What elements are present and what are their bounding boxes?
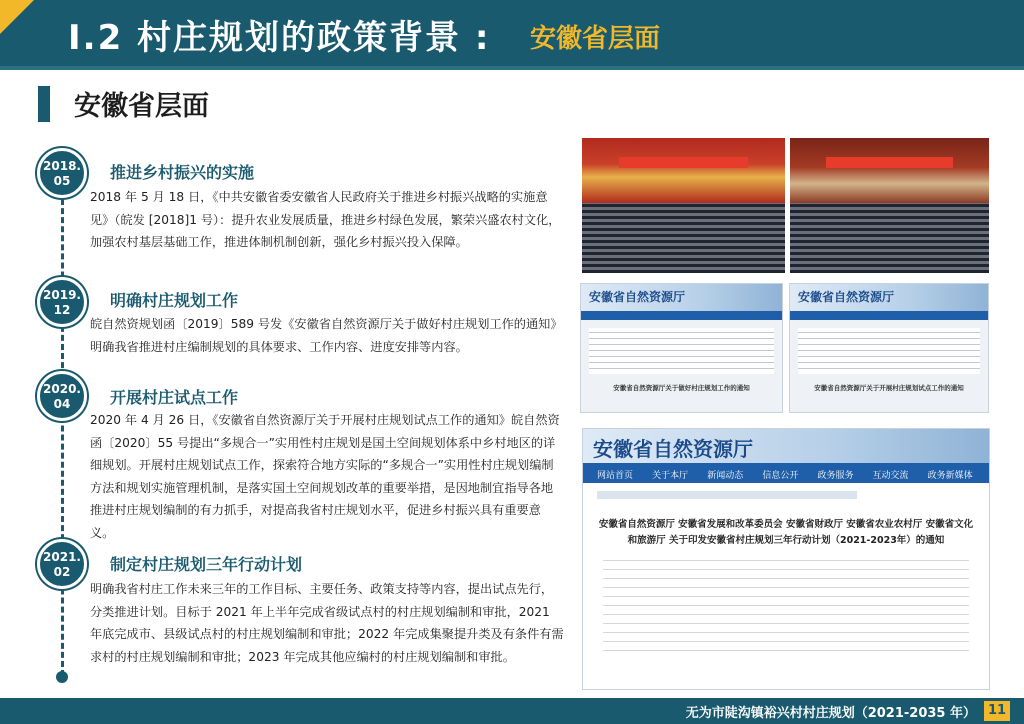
website-logo: 安徽省自然资源厅 bbox=[798, 290, 895, 304]
timeline-line bbox=[61, 190, 64, 676]
timeline-date-badge bbox=[37, 277, 87, 327]
website-caption: 安徽省自然资源厅关于开展村庄规划试点工作的通知 bbox=[814, 384, 964, 392]
website-header bbox=[790, 284, 988, 311]
website-header bbox=[581, 284, 782, 311]
website-screenshot bbox=[789, 283, 989, 413]
header-corner-accent bbox=[0, 0, 34, 34]
website-screenshot bbox=[582, 428, 990, 690]
website-screenshot bbox=[580, 283, 783, 413]
date-year: 2021. bbox=[43, 550, 81, 564]
website-nav-item: 政务新媒体 bbox=[927, 471, 973, 481]
conference-audience bbox=[582, 203, 785, 273]
page-header bbox=[0, 0, 1024, 66]
conference-banner bbox=[619, 157, 749, 168]
website-nav-item: 网站首页 bbox=[597, 471, 634, 481]
date-month: 02 bbox=[53, 565, 71, 579]
website-nav-item: 信息公开 bbox=[762, 471, 799, 481]
timeline-entry-body: 皖自然资规划函〔2019〕589 号发《安徽省自然资源厅关于做好村庄规划工作的通知》明确我省推进村庄编制规划的具体要求、工作内容、进度安排等内容。 bbox=[90, 317, 563, 354]
timeline-entry-title: 推进乡村振兴的实施 bbox=[110, 163, 255, 182]
website-header bbox=[583, 429, 989, 463]
website-breadcrumb bbox=[597, 491, 857, 499]
page-footer bbox=[0, 698, 1024, 724]
date-year: 2019. bbox=[43, 288, 81, 302]
website-nav-item: 政务服务 bbox=[817, 471, 854, 481]
date-month: 05 bbox=[53, 174, 71, 188]
header-subtitle: 安徽省层面 bbox=[530, 24, 661, 54]
conference-banner bbox=[826, 157, 953, 168]
website-article-title: 安徽省自然资源厅 安徽省发展和改革委员会 安徽省财政厅 安徽省农业农村厅 安徽省文化和旅游厅 关于印发安徽省村庄规划三年行动计划（2021-2023年）的通知 bbox=[598, 519, 974, 546]
header-title: I.2 村庄规划的政策背景 : bbox=[68, 18, 491, 58]
website-logo: 安徽省自然资源厅 bbox=[589, 290, 686, 304]
date-month: 04 bbox=[53, 397, 71, 411]
website-nav bbox=[581, 311, 782, 320]
website-caption: 安徽省自然资源厅关于做好村庄规划工作的通知 bbox=[613, 384, 750, 392]
timeline-entry-body: 2020 年 4 月 26 日，《安徽省自然资源厅关于开展村庄规划试点工作的通知》皖自然资函〔2020〕55 号提出“多规合一”实用性村庄规划是国土空间规划体系中乡村地区的详细规划。开展村庄规划试点工作，探索符合地方实际的“多规合一”实用性村庄规划编制方法和规划实施管理机制，是落实国土空间规划改革的重要举措，是因地制宜指导各地推进村庄规划编制的有力抓手，对提高我省村庄规划水平，促进乡村振兴具有重要意义。 bbox=[90, 413, 560, 540]
timeline-entry-body: 明确我省村庄工作未来三年的工作目标、主要任务、政策支持等内容，提出试点先行，分类推进计划。目标于 2021 年上半年完成省级试点村的村庄规划编制和审批，2021 年底完成市、县级试点村的村庄规划编制和审批；2022 年完成集聚提升类及有条件有需求村的村庄规划编制和审批；2023 年完成其他应编村的村庄规划编制和审批。 bbox=[90, 582, 564, 664]
timeline-entry-body: 2018 年 5 月 18 日，《中共安徽省委安徽省人民政府关于推进乡村振兴战略的实施意见》（皖发 [2018]1 号）：提升农业发展质量，推进乡村绿色发展，繁荣兴盛农村文化，加强农村基层基础工作，推进体制机制创新，强化乡村振兴投入保障。 bbox=[90, 190, 561, 249]
website-text-lines bbox=[603, 559, 969, 659]
date-month: 12 bbox=[53, 303, 71, 317]
timeline-end-dot bbox=[56, 671, 68, 683]
timeline-date-badge bbox=[37, 148, 87, 198]
website-nav bbox=[583, 463, 989, 483]
section-title: 安徽省层面 bbox=[74, 91, 209, 122]
date-year: 2018. bbox=[43, 159, 81, 173]
conference-stage bbox=[790, 138, 989, 203]
conference-photo bbox=[582, 138, 785, 273]
website-nav bbox=[790, 311, 988, 320]
timeline-entry-title: 制定村庄规划三年行动计划 bbox=[110, 555, 303, 574]
date-year: 2020. bbox=[43, 382, 81, 396]
header-divider bbox=[0, 66, 1024, 70]
website-text-lines bbox=[589, 328, 774, 374]
website-text-lines bbox=[798, 328, 980, 374]
timeline-date-badge bbox=[37, 539, 87, 589]
website-nav-item: 新闻动态 bbox=[707, 471, 744, 481]
conference-stage bbox=[582, 138, 785, 203]
website-nav-item: 关于本厅 bbox=[652, 471, 689, 481]
timeline-date-badge bbox=[37, 371, 87, 421]
website-nav-item: 互动交流 bbox=[872, 471, 909, 481]
timeline-entry-title: 明确村庄规划工作 bbox=[110, 291, 239, 310]
timeline-entry-title: 开展村庄试点工作 bbox=[110, 388, 239, 407]
website-logo: 安徽省自然资源厅 bbox=[593, 437, 753, 461]
conference-audience bbox=[790, 203, 989, 273]
footer-title: 无为市陡沟镇裕兴村村庄规划（2021-2035 年） bbox=[685, 706, 976, 721]
section-title-bar bbox=[38, 86, 50, 122]
page-number: 11 bbox=[984, 701, 1010, 721]
conference-photo bbox=[790, 138, 989, 273]
